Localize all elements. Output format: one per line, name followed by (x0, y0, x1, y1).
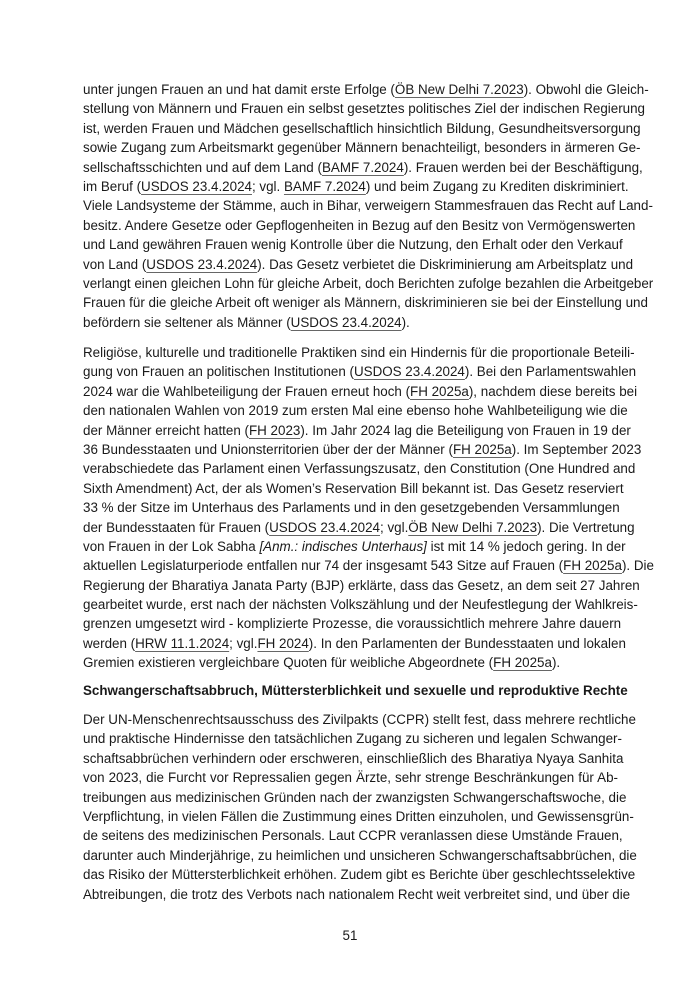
text-line (83, 614, 622, 633)
source-citation-link[interactable]: USDOS 23.4.2024 (290, 314, 402, 330)
source-citation-link[interactable]: FH 2025a (410, 383, 469, 399)
source-citation-link[interactable]: BAMF 7.2024 (283, 178, 366, 194)
text-segment: ). Die Vertretung (537, 519, 635, 535)
text-segment: im Beruf ( (83, 178, 142, 194)
source-citation-link[interactable]: USDOS 23.4.2024 (141, 178, 252, 194)
source-citation-link[interactable]: FH 2025a (563, 558, 622, 574)
text-line (83, 401, 628, 420)
text-line (83, 138, 641, 157)
text-segment: 2024 war die Wahlbeteiligung der Frauen erneut hoch ( (83, 383, 411, 399)
text-segment: treibungen aus medizinischen Gründen nach der zwanzigsten Schwangerschaftswoche, die (83, 789, 627, 805)
text-line (83, 158, 643, 177)
text-segment: ). Frauen werden bei der Beschäftigung, (403, 159, 643, 175)
editorial-note: [Anm.: indisches Unterhaus] (259, 538, 427, 554)
text-segment: der Männer erreicht hatten ( (83, 422, 249, 438)
text-segment: de seitens des medizinischen Personals. Laut CCPR veranlassen diese Umstände Frauen, (83, 828, 623, 844)
text-segment: ). (401, 314, 410, 330)
text-line (83, 80, 649, 99)
text-line (83, 421, 631, 440)
text-segment: Regierung der Bharatiya Janata Party (BJP) erklärte, dass das Gesetz, an dem seit 27 Jahren (83, 577, 640, 593)
paragraph-women-discrimination (83, 80, 654, 332)
text-segment: ist, werden Frauen und Mädchen gesellschaftlich hinsichtlich Bildung, Gesundheitsversorgung (83, 120, 641, 136)
text-segment: werden ( (83, 635, 136, 651)
text-segment: sellschaftsschichten und auf dem Land ( (83, 159, 322, 175)
text-segment: ). Das Gesetz verbietet die Diskriminierung am Arbeitsplatz und (257, 256, 634, 272)
text-line (83, 885, 631, 904)
text-line (83, 440, 642, 459)
source-citation-link[interactable]: HRW 11.1.2024 (135, 635, 230, 651)
text-line (83, 710, 636, 729)
text-line (83, 846, 637, 865)
text-line (83, 653, 618, 672)
text-segment: und praktische Hindernisse den tatsächlichen Zugang zu sicheren und legalen Schwanger- (83, 731, 622, 747)
text-segment: ; vgl. (380, 519, 409, 535)
text-line (83, 343, 635, 362)
text-line (83, 459, 636, 478)
text-segment: stellung von Männern und Frauen ein selbst gesetztes politisches Ziel der indischen Regierung (83, 101, 645, 117)
source-citation-link[interactable]: ÖB New Delhi 7.2023 (394, 82, 524, 97)
text-segment: ). (551, 655, 561, 671)
text-segment: ). Im Jahr 2024 lag die Beteiligung von Frauen in 19 der (300, 422, 631, 438)
text-segment: ; vgl. (229, 635, 258, 651)
text-line (83, 556, 654, 575)
text-segment: Verpflichtung, in vielen Fällen die Zustimmung eines Dritten einzuholen, und Gewissensgrün- (83, 808, 634, 824)
text-segment: besitz. Andere Gesetze oder Gepflogenheiten in Bezug auf den Besitz von Vermögenswerten (83, 217, 636, 233)
text-segment: grenzen umgesetzt wird - komplizierte Prozesse, die voraussichtlich mehrere Jahre dauern (83, 616, 622, 632)
paragraph-political-participation (83, 343, 654, 673)
text-line (83, 788, 627, 807)
text-segment: ), nachdem diese bereits bei (468, 383, 638, 399)
text-segment: Religiöse, kulturelle und traditionelle Praktiken sind ein Hindernis für die proportionale Beteili- (83, 345, 635, 360)
text-segment: das Risiko der Müttersterblichkeit erhöhen. Zudem gibt es Berichte über geschlechtsselektive (83, 867, 636, 883)
text-segment: darunter auch Minderjährige, zu heimlichen und unsicheren Schwangerschaftsabbrüchen, die (83, 847, 637, 863)
text-segment: von 2023, die Furcht vor Repressalien gegen Ärzte, sehr strenge Beschränkungen für Ab- (83, 770, 618, 786)
page-number: 51 (342, 928, 358, 943)
text-line (83, 595, 638, 614)
text-segment: unter jungen Frauen an und hat damit erste Erfolge ( (83, 82, 395, 97)
text-segment: ). In den Parlamenten der Bundesstaaten und lokalen (308, 635, 626, 651)
text-line (83, 293, 648, 312)
text-segment: 36 Bundesstaaten und Unionsterritorien über der der Männer ( (83, 441, 453, 457)
text-segment: gung von Frauen an politischen Institutionen ( (83, 364, 354, 380)
text-segment: Der UN-Menschenrechtsausschuss des Zivilpakts (CCPR) stellt fest, dass mehrere rechtliche (83, 712, 636, 727)
text-segment: Frauen für die gleiche Arbeit oft weniger als Männern, diskriminieren sie bei der Einstellung und (83, 295, 648, 311)
text-segment: schaftsabbrüchen verhindern oder erschweren, einschließlich des Bharatiya Nyaya Sanhita (83, 750, 624, 766)
source-citation-link[interactable]: FH 2025a (493, 655, 552, 671)
text-line (83, 537, 626, 556)
source-citation-link[interactable]: USDOS 23.4.2024 (269, 519, 381, 535)
text-line (83, 177, 629, 196)
source-citation-link[interactable]: BAMF 7.2024 (321, 159, 404, 175)
text-line (83, 362, 637, 381)
source-citation-link[interactable]: FH 2023 (248, 422, 301, 438)
text-segment: und Land gewähren Frauen wenig Kontrolle über die Nutzung, den Erhalt oder den Verkauf (83, 237, 623, 253)
text-segment: verlangt einen gleichen Lohn für gleiche Arbeit, doch Berichten zufolge bezahlen die Arbeitgeber (83, 275, 654, 291)
text-segment: Gremien existieren vergleichbare Quoten für weibliche Abgeordnete ( (83, 655, 494, 671)
text-segment: ). Die (621, 558, 654, 574)
text-line (83, 749, 624, 768)
text-line (83, 216, 636, 235)
text-line (83, 498, 618, 517)
text-segment: ; vgl. (251, 178, 284, 194)
text-segment: der Bundesstaaten für Frauen ( (83, 519, 270, 535)
text-segment: sowie Zugang zum Arbeitsmarkt gegenüber Männern benachteiligt, besonders in ärmeren Ge- (83, 140, 641, 156)
text-segment: Sixth Amendment) Act, der als Women’s Reservation Bill bekannt ist. Das Gesetz reserviert (83, 480, 624, 496)
text-segment: 33 % der Sitze im Unterhaus des Parlaments und in den gesetzgebenden Versammlungen (83, 500, 620, 516)
source-citation-link[interactable]: FH 2025a (452, 441, 512, 457)
text-line (83, 235, 623, 254)
text-line (83, 634, 626, 653)
paragraph-abortion-rights (83, 710, 637, 904)
source-citation-link[interactable]: USDOS 23.4.2024 (146, 256, 258, 272)
section-heading: Schwangerschaftsabbruch, Müttersterblichkeit und sexuelle und reproduktive Rechte (83, 683, 628, 698)
text-line (83, 255, 634, 274)
text-line (83, 768, 618, 787)
source-citation-link[interactable]: FH 2024 (257, 635, 309, 651)
text-line (83, 807, 634, 826)
text-segment: aktuellen Legislaturperiode entfallen nur 74 der insgesamt 543 Sitze auf Frauen ( (83, 558, 564, 574)
text-line (83, 865, 636, 884)
text-line (83, 826, 623, 845)
text-line (83, 313, 618, 332)
text-segment: Abtreibungen, die trotz des Verbots nach nationalem Recht weit verbreitet sind, und über die (83, 886, 631, 902)
text-segment: von Frauen in der Lok Sabha (83, 538, 260, 554)
text-segment: von Land ( (83, 256, 147, 272)
text-segment: ). Im September 2023 (511, 441, 642, 457)
text-segment: den nationalen Wahlen von 2019 zum ersten Mal eine ebenso hohe Wahlbeteiligung wie die (83, 403, 628, 419)
text-line (83, 119, 641, 138)
text-line (83, 196, 653, 215)
text-line (83, 576, 640, 595)
text-segment: ). Obwohl die Gleich- (523, 82, 649, 97)
text-line (83, 518, 635, 537)
text-segment: ist mit 14 % jedoch gering. In der (426, 538, 626, 554)
text-segment: gearbeitet wurde, erst nach der nächsten Volkszählung und der Neufestlegung der Wahlkreis- (83, 597, 638, 613)
source-citation-link[interactable]: ÖB New Delhi 7.2023 (408, 519, 538, 535)
text-line (83, 729, 622, 748)
text-segment: verabschiedete das Parlament einen Verfassungszusatz, den Constitution (One Hundred and (83, 461, 636, 477)
text-line (83, 382, 638, 401)
text-segment: ). Bei den Parlamentswahlen (464, 364, 637, 380)
text-segment: ) und beim Zugang zu Krediten diskriminiert. (365, 178, 629, 194)
text-segment: Viele Landsysteme der Stämme, auch in Bihar, verweigern Stammesfrauen das Recht auf Land- (83, 198, 653, 214)
text-segment: befördern sie seltener als Männer ( (83, 314, 291, 330)
source-citation-link[interactable]: USDOS 23.4.2024 (353, 364, 465, 380)
text-line (83, 99, 645, 118)
text-line (83, 479, 624, 498)
text-line (83, 274, 654, 293)
